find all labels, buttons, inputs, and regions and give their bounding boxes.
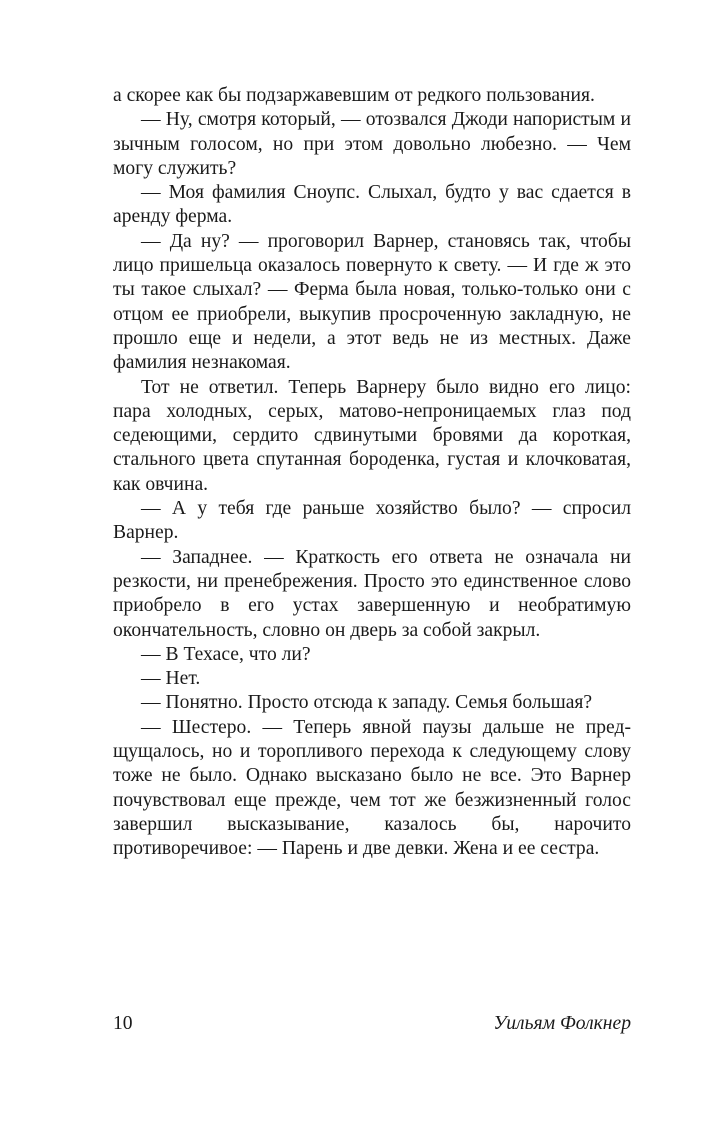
paragraph-6: — А у тебя где раньше хозяйство было? — спросил Варнер.: [113, 498, 631, 544]
page-footer: [113, 1012, 631, 1036]
paragraph-7: — Западнее. — Краткость его ответа не означала ни резкости, ни пренебрежения. Просто это единственное слово приобрело в его устах завершенную и необратимую окончательность, словно он дверь за собой закрыл.: [113, 546, 631, 641]
paragraph-9: — Нет.: [141, 668, 201, 690]
paragraph-1: а скорее как бы подзаржавевшим от редкого пользования.: [113, 85, 595, 106]
paragraph-11: — Шестеро. — Теперь явной паузы дальше не предщущалось, но и торопливого перехода к следующему слову тоже не было. Однако высказано было не все. Это Варнер почувствовал еще прежде, чем тот же безжизненный голос завершил высказывание, казалось бы, нарочито противоречивое: — Парень и две девки. Жена и ее сестра.: [113, 716, 631, 860]
page-number: 10: [113, 1013, 133, 1034]
paragraph-2: — Ну, смотря который, — отозвался Джоди напористым и зычным голосом, но при этом довольно любезно. — Чем могу служить?: [113, 109, 631, 179]
paragraph-3: — Моя фамилия Сноупс. Слыхал, будто у вас сдается в аренду ферма.: [113, 182, 631, 228]
body-text: [113, 84, 631, 862]
paragraph-10: — Понятно. Просто отсюда к западу. Семья большая?: [141, 692, 593, 714]
book-page: [113, 84, 631, 862]
running-author: Уильям Фолкнер: [493, 1013, 631, 1034]
paragraph-4: — Да ну? — проговорил Варнер, становясь так, чтобы лицо пришельца оказалось повернуто к свету. — И где ж это ты такое слыхал? — Ферма была новая, только-только они с отцом ее приобрели, выкупив просроченную закладную, не прошло еще и недели, а этот ведь не из местных. Даже фамилия незнакомая.: [113, 230, 631, 374]
paragraph-8: — В Техасе, что ли?: [141, 643, 311, 665]
paragraph-5: Тот не ответил. Теперь Варнеру было видно его лицо: пара холодных, серых, матово-непроницаемых глаз под седеющими, сердито сдвинутыми бровями да короткая, стального цвета спутанная бороденка, густая и клочковатая, как овчина.: [113, 376, 631, 495]
